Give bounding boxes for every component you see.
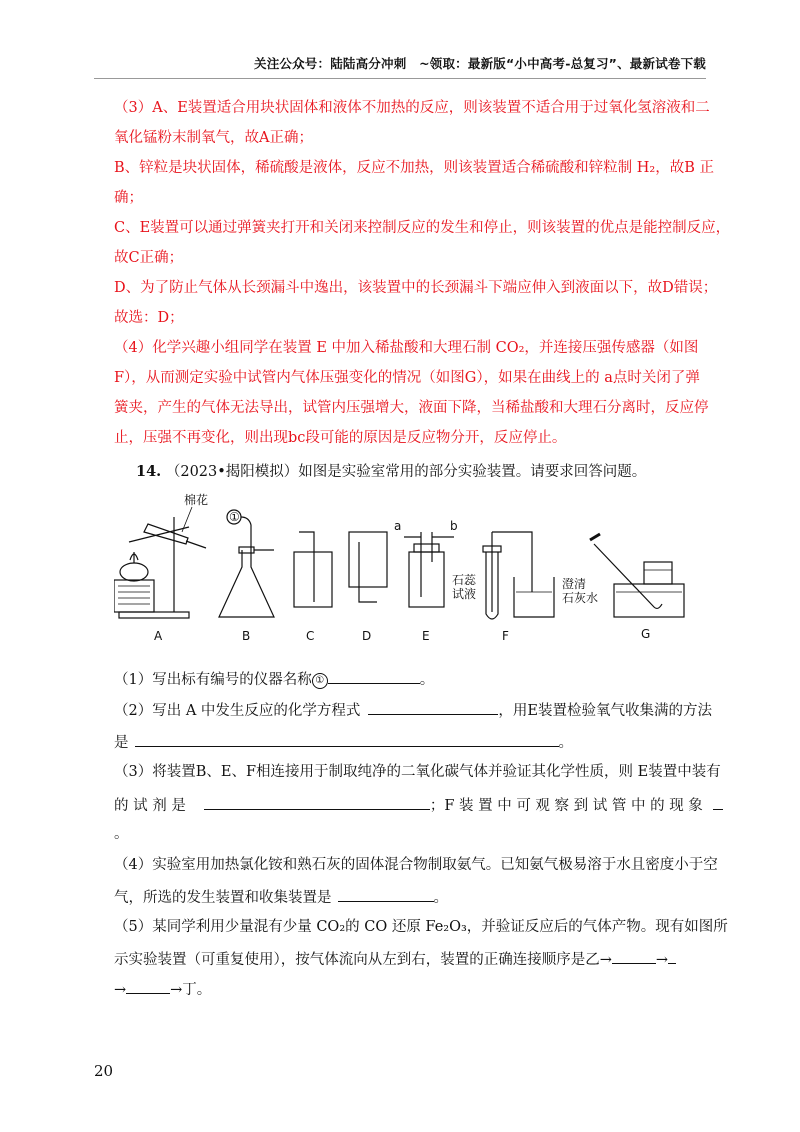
q4-end: 。: [433, 890, 448, 906]
answer-line: F），从而测定实验中试管内气体压强变化的情况（如图G），如果在曲线上的 a点时关闭了弹: [114, 370, 700, 386]
header-divider: [94, 78, 706, 79]
label-limewater-2: 石灰水: [562, 591, 599, 605]
q3-phenomenon-blank[interactable]: [713, 794, 723, 810]
q1-marker: ①: [312, 673, 328, 689]
q3-text-2: 的 试 剂 是: [114, 798, 186, 814]
question-3-line-1: （3）将装置B、E、F相连接用于制取纯净的二氧化碳气体并验证其化学性质，则 E装置中装有: [114, 764, 721, 780]
answer-line: （4）化学兴趣小组同学在装置 E 中加入稀盐酸和大理石制 CO₂，并连接压强传感器（如图: [114, 340, 699, 356]
question-4-line-1: （4）实验室用加热氯化铵和熟石灰的固体混合物制取氨气。已知氨气极易溶于水且密度小于空: [114, 857, 718, 873]
label-a-port: a: [394, 519, 402, 533]
label-cotton: 棉花: [184, 493, 209, 507]
q5-arrow: →: [655, 952, 669, 968]
label-g: G: [641, 627, 651, 641]
answer-line: 确；: [114, 190, 143, 206]
question-2-line-1: [114, 699, 714, 721]
apparatus-g: [590, 534, 684, 641]
question-intro: [136, 462, 736, 482]
question-5-line-1: （5）某同学利用少量混有少量 CO₂的 CO 还原 Fe₂O₃，并验证反应后的气体产物。现有如图所: [114, 919, 728, 935]
answer-line: B、锌粒是块状固体，稀硫酸是液体，反应不加热，则该装置适合稀硫酸和锌粒制 H₂，故B 正: [114, 160, 714, 176]
label-litmus-2: 试液: [452, 587, 477, 601]
label-e: E: [422, 629, 430, 642]
q2-text-2: ，用E装置检验氧气收集满的方法: [498, 703, 713, 719]
label-litmus-1: 石蕊: [452, 573, 477, 587]
label-a: A: [154, 629, 163, 642]
label-f: F: [502, 629, 509, 642]
q3-reagent-blank[interactable]: [204, 794, 430, 810]
question-5-line-3: [114, 978, 714, 1000]
q2-text-3: 是: [114, 735, 129, 751]
question-2-line-2: [114, 731, 714, 753]
label-b: B: [242, 629, 251, 642]
q2-method-blank[interactable]: [135, 731, 559, 747]
question-intro-text: （2023•揭阳模拟）如图是实验室常用的部分实验装置。请要求回答问题。: [165, 464, 647, 480]
label-b-port: b: [450, 519, 458, 533]
q5-blank-1[interactable]: [612, 948, 656, 964]
answer-line: 簧夹，产生的气体无法导出，试管内压强增大，液面下降，当稀盐酸和大理石分离时，反应停: [114, 400, 709, 416]
q1-text: （1）写出标有编号的仪器名称: [114, 672, 312, 688]
apparatus-a: [114, 492, 208, 642]
q2-text: （2）写出 A 中发生反应的化学方程式: [114, 703, 361, 719]
answer-line: 氧化锰粉末制氧气，故A正确；: [114, 130, 313, 146]
q1-end: 。: [419, 672, 435, 688]
answer-line: （3）A、E装置适合用块状固体和液体不加热的反应，则该装置不适合用于过氧化氢溶液和二: [114, 100, 710, 116]
answer-line: 故C正确；: [114, 250, 184, 266]
label-d: D: [362, 629, 372, 642]
q5-text-3: →: [114, 982, 127, 998]
q4-text-2: 气，所选的发生装置和收集装置是: [114, 890, 332, 906]
q3-text-3: ；F 装 置 中 可 观 察 到 试 管 中 的 现 象: [429, 798, 703, 814]
q5-text-2: 示实验装置（可重复使用），按气体流向从左到右，装置的正确连接顺序是乙→: [114, 952, 612, 968]
question-1: [114, 668, 714, 690]
answer-line: 故选：D；: [114, 310, 184, 326]
q5-blank-3[interactable]: [126, 978, 170, 994]
question-3-line-3: 。: [114, 826, 129, 842]
lab-apparatus-figure: [114, 492, 694, 642]
q2-end: 。: [558, 735, 573, 751]
apparatus-e: [394, 519, 458, 642]
q1-answer-blank[interactable]: [328, 668, 420, 684]
apparatus-f: [452, 532, 598, 642]
label-limewater-1: 澄清: [562, 577, 587, 591]
answer-line: D、为了防止气体从长颈漏斗中逸出，该装置中的长颈漏斗下端应伸入到液面以下，故D错误；: [114, 280, 718, 296]
apparatus-b: [219, 510, 274, 642]
question-number: 14.: [136, 463, 162, 480]
marker-1: ①: [229, 510, 240, 524]
question-5-line-2: [114, 948, 714, 970]
question-3-line-2: [114, 794, 714, 816]
page-header: 关注公众号：陆陆高分冲刺 ~领取：最新版“小中高考-总复习”、最新试卷下载: [254, 56, 706, 71]
q4-answer-blank[interactable]: [338, 886, 434, 902]
label-c: C: [306, 629, 315, 642]
apparatus-c: [294, 532, 332, 642]
q5-blank-2[interactable]: [668, 948, 676, 964]
apparatus-d: [349, 532, 387, 642]
answer-line: 止，压强不再变化，则出现bc段可能的原因是反应物分开，反应停止。: [114, 430, 567, 446]
q2-equation-blank[interactable]: [368, 699, 498, 715]
page-number: 20: [94, 1062, 114, 1080]
answer-line: C、E装置可以通过弹簧夹打开和关闭来控制反应的发生和停止，则该装置的优点是能控制反应，: [114, 220, 731, 236]
q5-end: →丁。: [170, 982, 212, 998]
question-4-line-2: [114, 886, 714, 908]
